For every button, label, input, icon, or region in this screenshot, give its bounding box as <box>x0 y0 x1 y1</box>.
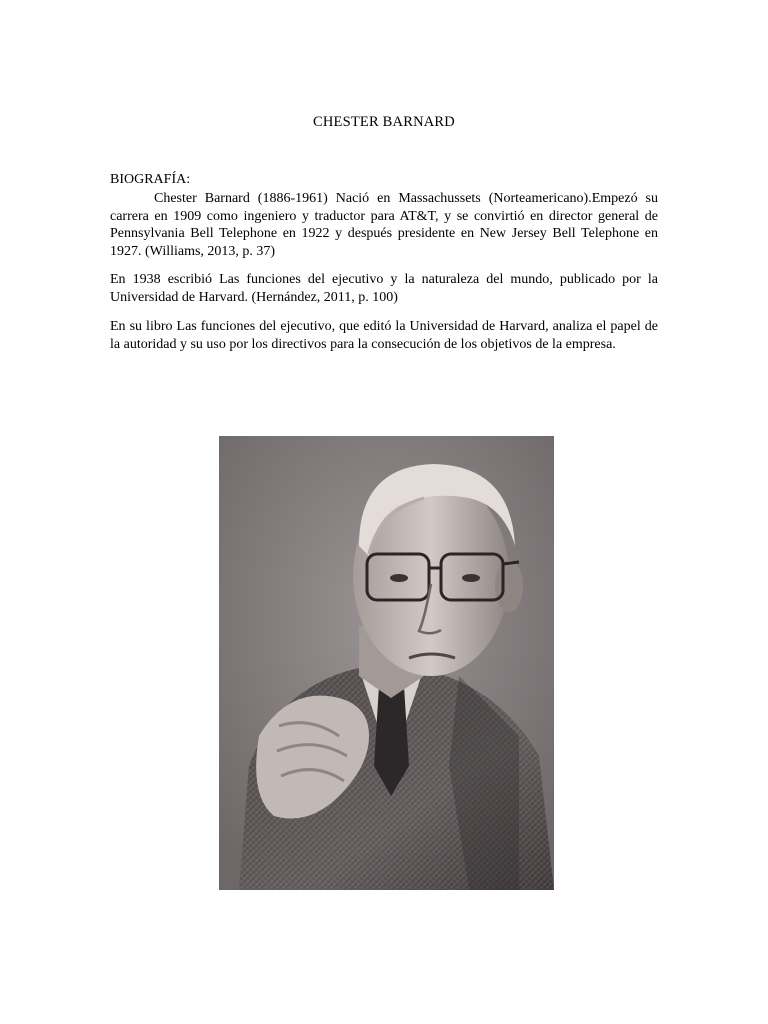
section-heading-biografia: BIOGRAFÍA: <box>110 172 191 187</box>
portrait-illustration <box>219 436 554 890</box>
portrait-photo <box>219 436 554 890</box>
page-title: CHESTER BARNARD <box>313 114 455 130</box>
biography-paragraph-3: En su libro Las funciones del ejecutivo, que editó la Universidad de Harvard, analiza el papel de la autoridad y su uso por los directivos para la consecución de los objetivos de la empresa. <box>110 319 658 352</box>
biography-paragraph-2: En 1938 escribió Las funciones del ejecutivo y la naturaleza del mundo, publicado por la Universidad de Harvard. (Hernández, 2011, p. 100) <box>110 272 658 305</box>
biography-paragraph-1: Chester Barnard (1886-1961) Nació en Massachussets (Norteamericano).Empezó su carrera en 1909 como ingeniero y traductor para AT&T, y se convirtió en director general de Pennsylvania Bell Telephone en 1922 y después presidente en New Jersey Bell Telephone en 1927. (Williams, 2013, p. 37) <box>110 191 658 259</box>
